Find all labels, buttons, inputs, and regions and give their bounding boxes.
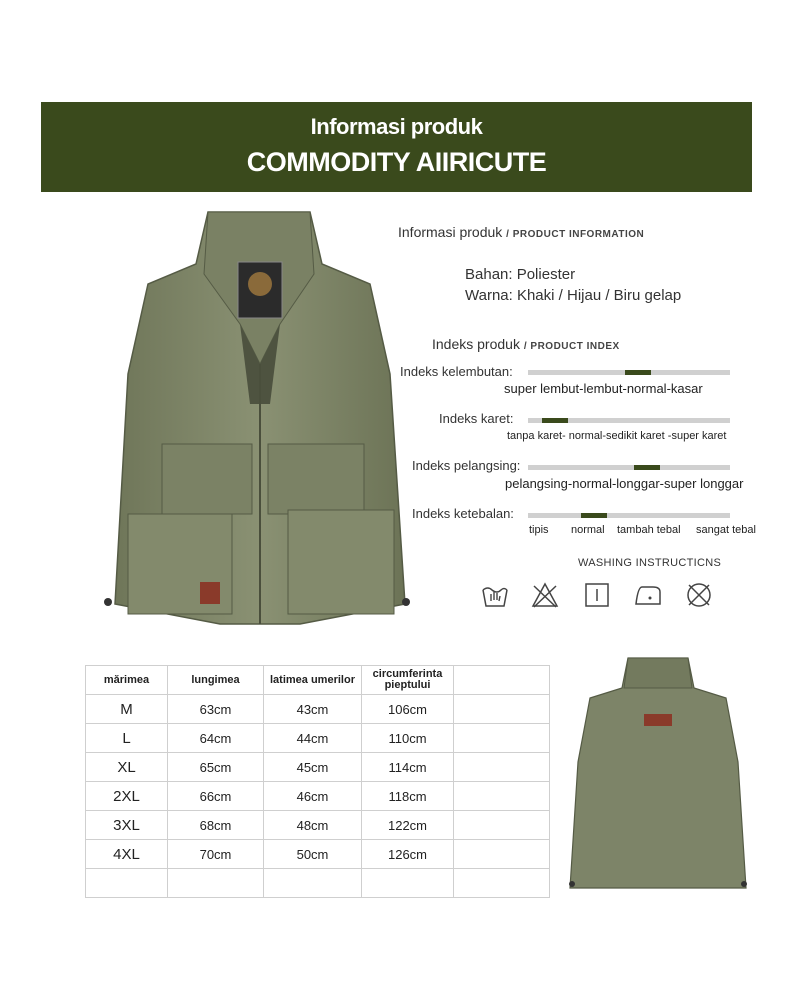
- table-row: [86, 753, 550, 782]
- cell-size: 2XL: [86, 782, 168, 811]
- cell-empty: [454, 782, 550, 811]
- cell-size: 4XL: [86, 840, 168, 869]
- cell-size: M: [86, 695, 168, 724]
- thickness-marker: [581, 513, 607, 518]
- cell-chest: 110cm: [362, 724, 454, 753]
- table-row: [86, 724, 550, 753]
- cell-shoulder: 48cm: [264, 811, 362, 840]
- color-text: Warna: Khaki / Hijau / Biru gelap: [465, 287, 682, 304]
- cell-empty: [454, 840, 550, 869]
- cell-shoulder: [264, 869, 362, 898]
- cell-chest: 122cm: [362, 811, 454, 840]
- cell-size: XL: [86, 753, 168, 782]
- header-size: mărimea: [86, 666, 168, 695]
- elasticity-bar: [528, 418, 730, 423]
- no-bleach-icon: [530, 580, 560, 610]
- cell-empty: [454, 753, 550, 782]
- cell-chest: 106cm: [362, 695, 454, 724]
- banner-title: Informasi produk: [310, 114, 483, 139]
- softness-scale: super lembut-lembut-normal-kasar: [504, 381, 703, 396]
- cell-length: 68cm: [168, 811, 264, 840]
- table-row: [86, 840, 550, 869]
- cell-length: 65cm: [168, 753, 264, 782]
- cell-length: 70cm: [168, 840, 264, 869]
- cell-chest: [362, 869, 454, 898]
- cell-length: 64cm: [168, 724, 264, 753]
- size-table: [85, 665, 550, 898]
- fit-scale: pelangsing-normal-longgar-super longgar: [505, 476, 744, 491]
- no-dry-clean-icon: [684, 580, 714, 610]
- cell-empty: [454, 695, 550, 724]
- softness-marker: [625, 370, 651, 375]
- table-row: [86, 782, 550, 811]
- cell-empty: [454, 869, 550, 898]
- product-info-heading-id: Informasi produk: [398, 224, 503, 240]
- table-row: [86, 869, 550, 898]
- elasticity-scale: tanpa karet- normal-sedikit karet -super karet: [507, 430, 727, 442]
- elasticity-label: Indeks karet:: [439, 411, 514, 426]
- product-info-heading: [398, 224, 644, 240]
- product-index-heading-id: Indeks produk: [432, 336, 520, 352]
- softness-bar: [528, 370, 730, 375]
- cell-size: [86, 869, 168, 898]
- banner-subtitle: COMMODITY AIIRICUTE: [246, 147, 547, 177]
- cell-chest: 114cm: [362, 753, 454, 782]
- header-chest: circumferinta pieptului: [362, 666, 454, 695]
- cell-empty: [454, 811, 550, 840]
- thickness-scale-0: tipis: [529, 524, 549, 536]
- thickness-bar: [528, 513, 730, 518]
- vest-back-image: [566, 652, 750, 898]
- softness-label: Indeks kelembutan:: [400, 364, 513, 379]
- cell-empty: [454, 724, 550, 753]
- vest-front-image: [100, 204, 420, 632]
- thickness-label: Indeks ketebalan:: [412, 506, 514, 521]
- product-index-heading: [432, 336, 620, 352]
- material-text: Bahan: Poliester: [465, 266, 576, 283]
- product-index-heading-en: / PRODUCT INDEX: [523, 341, 620, 352]
- table-row: [86, 695, 550, 724]
- tumble-dry-icon: [582, 580, 612, 610]
- header-length: lungimea: [168, 666, 264, 695]
- elasticity-marker: [542, 418, 568, 423]
- size-table-header: [86, 666, 550, 695]
- fit-label: Indeks pelangsing:: [412, 458, 521, 473]
- table-row: [86, 811, 550, 840]
- cell-size: 3XL: [86, 811, 168, 840]
- hand-wash-icon: [480, 580, 510, 610]
- washing-heading: WASHING INSTRUCTICNS: [578, 557, 722, 569]
- product-info-heading-en: / PRODUCT INFORMATION: [506, 229, 645, 240]
- header-shoulder: latimea umerilor: [264, 666, 362, 695]
- cell-chest: 126cm: [362, 840, 454, 869]
- cell-shoulder: 50cm: [264, 840, 362, 869]
- cell-size: L: [86, 724, 168, 753]
- cell-shoulder: 45cm: [264, 753, 362, 782]
- fit-marker: [634, 465, 660, 470]
- cell-length: 63cm: [168, 695, 264, 724]
- cell-length: 66cm: [168, 782, 264, 811]
- header-empty: [454, 666, 550, 695]
- header-banner: [41, 102, 752, 192]
- cell-shoulder: 46cm: [264, 782, 362, 811]
- thickness-scale-1: normal: [571, 524, 605, 536]
- cell-chest: 118cm: [362, 782, 454, 811]
- cell-shoulder: 43cm: [264, 695, 362, 724]
- thickness-scale-3: sangat tebal: [696, 524, 756, 536]
- cell-length: [168, 869, 264, 898]
- iron-low-icon: [633, 580, 663, 610]
- fit-bar: [528, 465, 730, 470]
- thickness-scale-2: tambah tebal: [617, 524, 681, 536]
- cell-shoulder: 44cm: [264, 724, 362, 753]
